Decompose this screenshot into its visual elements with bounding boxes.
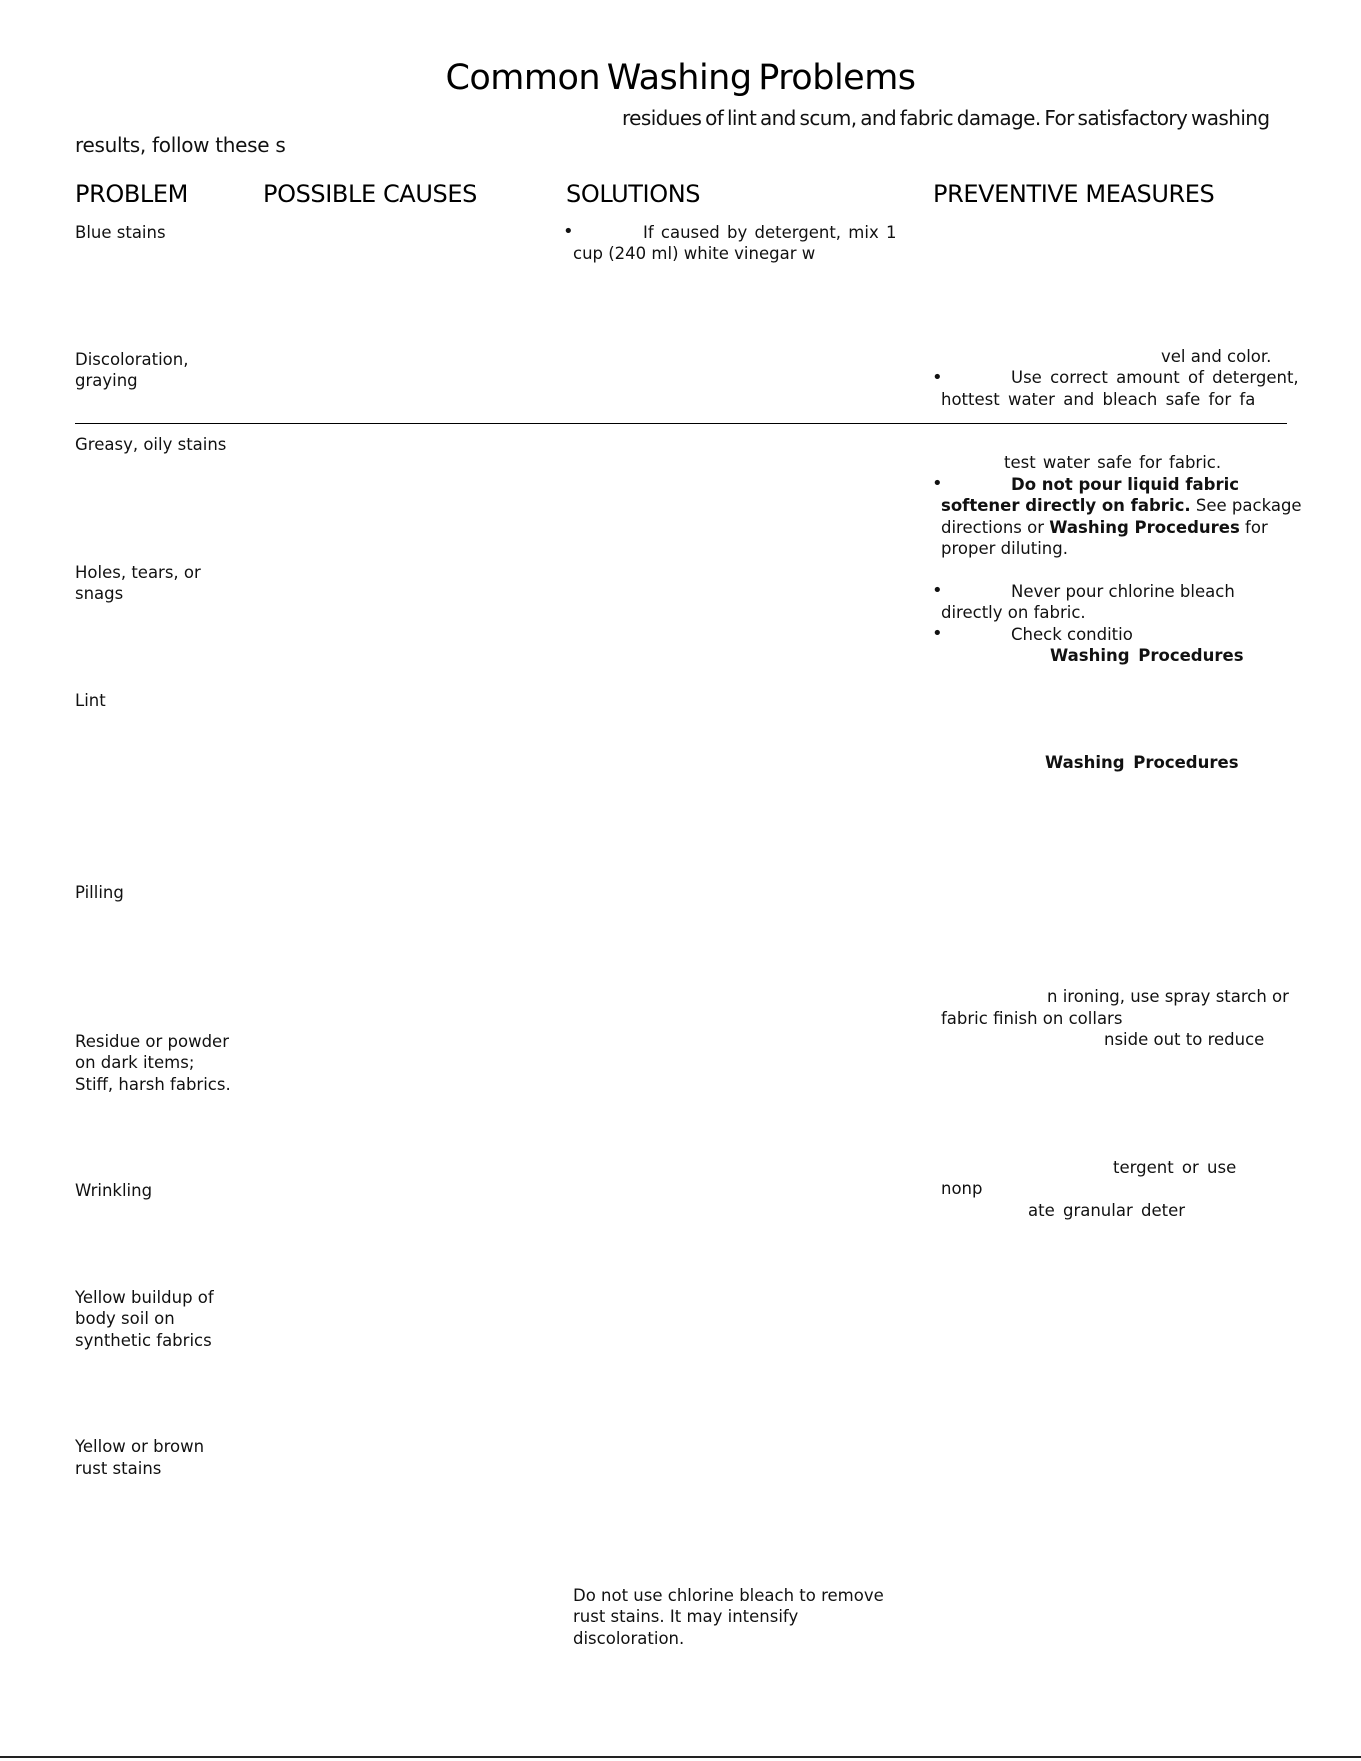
page-bottom-rule [0,1756,1361,1758]
problem-discoloration-line-1: Discoloration, [75,350,189,369]
intro-line-2: results, follow these s [75,133,286,157]
preventive-bullet: • [932,623,943,644]
preventive-directions-or: directions or [941,518,1050,537]
column-header-preventive: PREVENTIVE MEASURES [933,180,1215,208]
solution-blue-line-1: If caused by detergent, mix 1 [643,223,897,242]
preventive-line-2a: Use correct amount of detergent, [1011,368,1299,387]
solution-bullet: • [563,221,574,242]
preventive-bullet: • [932,367,943,388]
preventive-see-package: See package [1190,496,1302,515]
problem-discoloration-line-2: graying [75,371,138,390]
preventive-line-3: test water safe for fabric. [1004,453,1222,472]
washing-procedures-reference: Washing Procedures [1050,646,1244,665]
problem-rust-line-1: Yellow or brown [75,1437,205,1456]
problem-wrinkling: Wrinkling [75,1181,153,1200]
preventive-bleach-warning: Never pour chlorine bleach [1011,582,1235,601]
washing-procedures-reference: Washing Procedures [1049,518,1240,537]
preventive-line-2b: hottest water and bleach safe for fa [941,390,1256,409]
preventive-fabric-softener-warning: Do not pour liquid fabric [1011,475,1240,494]
preventive-fabric-softener-warning-cont: softener directly on fabric. [941,496,1191,515]
problem-residue-line-1: Residue or powder [75,1032,229,1051]
preventive-inside-out: nside out to reduce [1104,1030,1265,1049]
preventive-for: for [1239,518,1268,537]
preventive-nonp: nonp [941,1179,983,1198]
preventive-bleach-warning-cont: directly on fabric. [941,603,1086,622]
preventive-ironing-starch: n ironing, use spray starch or [1047,987,1289,1006]
solution-blue-line-2: cup (240 ml) white vinegar w [573,244,816,263]
solution-rust-note-line-1: Do not use chlorine bleach to remove [573,1586,884,1605]
preventive-bullet: • [932,473,943,494]
preventive-line-1: vel and color. [1161,347,1272,366]
washing-procedures-reference: Washing Procedures [1045,753,1239,772]
problem-yellow-buildup-line-1: Yellow buildup of [75,1288,214,1307]
problem-residue-line-3: Stiff, harsh fabrics. [75,1075,231,1094]
preventive-check-condition: Check conditio [1011,625,1133,644]
problem-holes-line-1: Holes, tears, or [75,563,201,582]
solution-rust-note-line-3: discoloration. [573,1629,685,1648]
column-header-causes: POSSIBLE CAUSES [263,180,477,208]
preventive-proper-diluting: proper diluting. [941,539,1068,558]
problem-holes-line-2: snags [75,584,124,603]
preventive-detergent: tergent or use [1113,1158,1237,1177]
column-header-solutions: SOLUTIONS [566,180,701,208]
problem-yellow-buildup-line-3: synthetic fabrics [75,1331,212,1350]
page-title: Common Washing Problems [445,58,916,98]
problem-greasy-stains: Greasy, oily stains [75,435,227,454]
preventive-bullet: • [932,580,943,601]
section-divider [75,423,1287,424]
problem-residue-line-2: on dark items; [75,1053,195,1072]
column-header-problem: PROBLEM [75,180,188,208]
problem-blue-stains: Blue stains [75,223,166,242]
intro-line-1: residues of lint and scum, and fabric damage. For satisfactory washing [622,106,1270,130]
problem-yellow-buildup-line-2: body soil on [75,1309,175,1328]
preventive-fabric-finish: fabric finish on collars [941,1009,1123,1028]
preventive-granular-detergent: ate granular deter [1028,1201,1186,1220]
problem-pilling: Pilling [75,883,124,902]
problem-lint: Lint [75,691,106,710]
problem-rust-line-2: rust stains [75,1459,162,1478]
solution-rust-note-line-2: rust stains. It may intensify [573,1607,799,1626]
